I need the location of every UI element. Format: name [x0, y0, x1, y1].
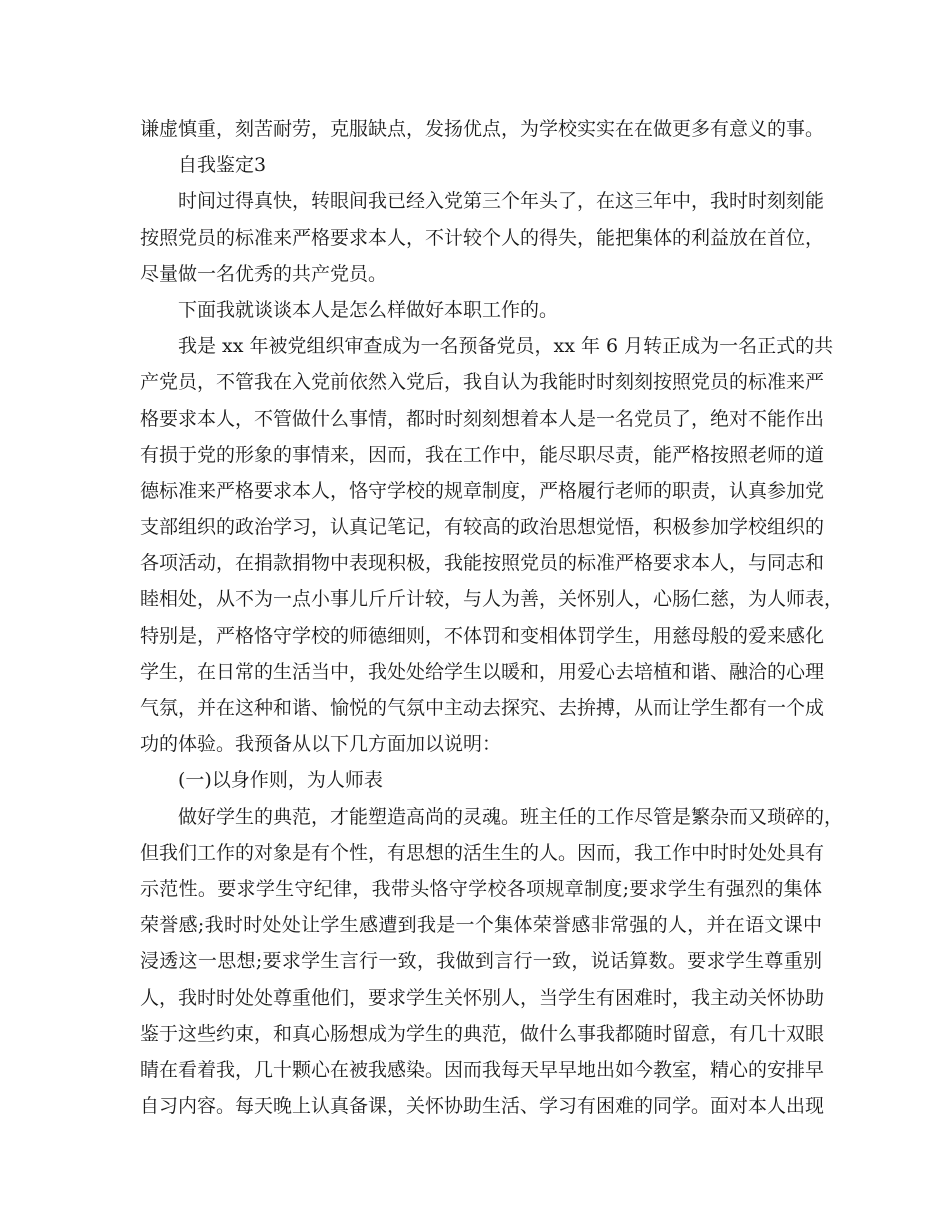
- text-line: 示范性。要求学生守纪律，我带头恪守学校各项规章制度;要求学生有强烈的集体: [140, 877, 822, 900]
- text-line: 学生，在日常的生活当中，我处处给学生以暖和，用爱心去培植和谐、融洽的心理: [140, 660, 825, 683]
- text-line: 产党员，不管我在入党前依然入党后，我自认为我能时时刻刻按照党员的标准来严: [140, 371, 825, 394]
- text-line: 下面我就谈谈本人是怎么样做好本职工作的。: [178, 298, 559, 321]
- text-line: 各项活动，在捐款捐物中表现积极，我能按照党员的标准严格要求本人，与同志和: [140, 552, 825, 575]
- text-line: 我是 xx 年被党组织审查成为一名预备党员，xx 年 6 月转正成为一名正式的共: [178, 335, 834, 358]
- text-line: 德标准来严格要求本人，恪守学校的规章制度，严格履行老师的职责，认真参加党: [140, 479, 825, 502]
- text-line: 自习内容。每天晚上认真备课，关怀协助生活、学习有困难的同学。面对本人出现: [140, 1095, 825, 1118]
- text-line: 有损于党的形象的事情来，因而，我在工作中，能尽职尽责，能严格按照老师的道: [140, 443, 825, 466]
- text-line: 气氛，并在这种和谐、愉悦的气氛中主动去探究、去拚搏，从而让学生都有一个成: [140, 697, 825, 719]
- text-line: 按照党员的标准来严格要求本人，不计较个人的得失，能把集体的利益放在首位，: [140, 226, 825, 249]
- text-line: 做好学生的典范，才能塑造高尚的灵魂。班主任的工作尽管是繁杂而又琐碎的，: [178, 805, 844, 828]
- text-line: 但我们工作的对象是有个性，有思想的活生生的人。因而，我工作中时时处处具有: [140, 841, 825, 864]
- text-line: (一)以身作则，为人师表: [178, 769, 383, 792]
- text-line: 浸透这一思想;要求学生言行一致，我做到言行一致，说话算数。要求学生尊重别: [140, 950, 822, 973]
- text-line: 特别是，严格恪守学校的师德细则，不体罚和变相体罚学生，用慈母般的爱来感化: [140, 624, 825, 647]
- document-body: [140, 111, 844, 1124]
- text-line: 功的体验。我预备从以下几方面加以说明：: [140, 733, 502, 756]
- text-line: 人，我时时处处尊重他们，要求学生关怀别人，当学生有困难时，我主动关怀协助: [140, 986, 825, 1009]
- text-line: 支部组织的政治学习，认真记笔记，有较高的政治思想觉悟，积极参加学校组织的: [140, 516, 825, 539]
- text-line: 荣誉感;我时时处处让学生感遭到我是一个集体荣誉感非常强的人，并在语文课中: [140, 914, 822, 937]
- text-line: 睦相处，从不为一点小事儿斤斤计较，与人为善，关怀别人，心肠仁慈，为人师表，: [140, 588, 844, 611]
- text-line: 谦虚慎重，刻苦耐劳，克服缺点，发扬优点，为学校实实在在做更多有意义的事。: [140, 118, 825, 140]
- text-line: 格要求本人，不管做什么事情，都时时刻刻想着本人是一名党员了，绝对不能作出: [140, 407, 825, 430]
- text-line: 尽量做一名优秀的共产党员。: [140, 262, 388, 285]
- text-line: 自我鉴定3: [178, 154, 267, 177]
- text-line: 时间过得真快，转眼间我已经入党第三个年头了，在这三年中，我时时刻刻能: [178, 190, 825, 213]
- text-line: 睛在看着我，几十颗心在被我感染。因而我每天早早地出如今教室，精心的安排早: [140, 1058, 825, 1081]
- text-line: 鉴于这些约束，和真心肠想成为学生的典范，做什么事我都随时留意，有几十双眼: [140, 1022, 825, 1045]
